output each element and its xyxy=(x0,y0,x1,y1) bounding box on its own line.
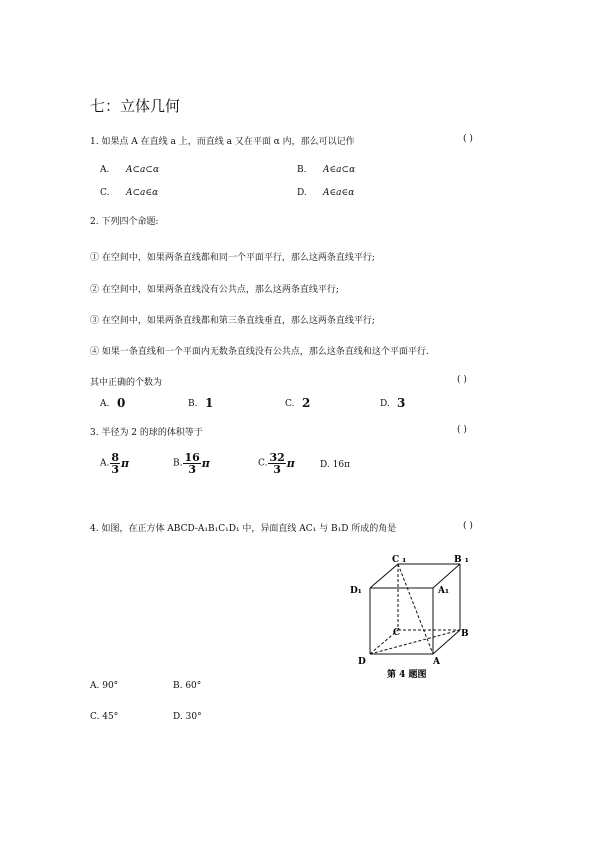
q3-option-a-denominator: 3 xyxy=(111,463,120,476)
q2-option-b-label: B. xyxy=(188,399,198,409)
vertex-label-c1: C ₁ xyxy=(392,555,407,565)
q3-option-b-pi: π xyxy=(201,457,210,470)
q3-option-a-fraction xyxy=(110,452,120,475)
q1-option-b-label: B. xyxy=(297,165,307,175)
figure-caption: 第 4 题图 xyxy=(387,670,427,680)
question-4-answer-paren: ( ) xyxy=(463,521,473,531)
q1-option-c-label: C. xyxy=(100,188,110,198)
q2-option-b-value: 1 xyxy=(205,396,214,410)
edge-d1-c1 xyxy=(370,564,398,588)
q2-option-c-label: C. xyxy=(285,399,295,409)
page-title: 七：立体几何 xyxy=(90,97,181,115)
q3-option-c-denominator: 3 xyxy=(273,463,281,476)
question-1-answer-paren: ( ) xyxy=(463,134,473,144)
q1-option-a-value: A⊂a⊂α xyxy=(126,165,160,175)
q1-option-d-value: A∈a∈α xyxy=(323,188,355,198)
q3-option-c-label: C. xyxy=(258,458,268,469)
vertex-label-a1: A₁ xyxy=(438,586,449,596)
q2-statement-2: ② 在空间中，如果两条直线没有公共点，那么这两条直线平行; xyxy=(90,285,339,295)
q3-option-c-pi: π xyxy=(286,457,295,470)
q2-statement-3: ③ 在空间中，如果两条直线都和第三条直线垂直，那么这两条直线平行; xyxy=(90,316,375,326)
question-2-text: 2. 下列四个命题: xyxy=(90,217,159,227)
question-4-text: 4. 如图，在正方体 ABCD-A₁B₁C₁D₁ 中，异面直线 AC₁ 与 B₁D 所成的角是 xyxy=(90,524,397,534)
q3-option-c-fraction xyxy=(268,452,285,475)
q4-option-d: D. 30° xyxy=(173,712,202,722)
q4-option-b: B. 60° xyxy=(173,681,202,691)
vertex-label-d1: D₁ xyxy=(350,586,362,596)
q3-option-a-pi: π xyxy=(121,457,130,470)
q2-statement-1: ① 在空间中，如果两条直线都和同一个平面平行，那么这两条直线平行; xyxy=(90,253,375,263)
q2-option-d-value: 3 xyxy=(397,396,406,410)
vertex-label-b1: B ₁ xyxy=(454,555,469,565)
vertex-label-b: B xyxy=(461,629,469,639)
q2-option-a-label: A. xyxy=(100,399,110,409)
q1-option-a-label: A. xyxy=(100,165,110,175)
question-2-answer-paren: ( ) xyxy=(457,375,467,385)
q1-option-b-value: A∈a⊂α xyxy=(323,165,356,175)
q2-statement-4: ④ 如果一条直线和一个平面内无数条直线没有公共点，那么这条直线和这个平面平行. xyxy=(90,347,429,357)
q2-option-a-value: 0 xyxy=(117,396,126,410)
q2-option-c-value: 2 xyxy=(302,396,311,410)
q3-option-b-numerator: 16 xyxy=(184,451,200,464)
q3-option-a-numerator: 8 xyxy=(111,451,120,464)
question-3-text: 3. 半径为 2 的球的体积等于 xyxy=(90,428,203,438)
q2-ask: 其中正确的个数为 xyxy=(90,378,163,388)
q1-option-d-label: D. xyxy=(297,188,307,198)
vertex-label-c: C xyxy=(393,628,401,638)
edge-a1-b1 xyxy=(433,564,460,588)
question-1-text: 1. 如果点 A 在直线 a 上，而直线 a 又在平面 α 内，那么可以记作 xyxy=(90,137,355,147)
q3-option-b-label: B. xyxy=(173,458,183,469)
q3-option-c-numerator: 32 xyxy=(269,451,285,464)
vertex-label-d: D xyxy=(358,657,366,667)
q3-option-d: D. 16π xyxy=(320,460,350,470)
q3-option-a xyxy=(100,452,129,475)
question-3-answer-paren: ( ) xyxy=(457,425,467,435)
q2-option-d-label: D. xyxy=(380,399,390,409)
q3-option-b-denominator: 3 xyxy=(188,463,196,476)
vertex-label-a: A xyxy=(433,657,440,667)
q3-option-a-label: A. xyxy=(100,458,110,469)
q3-option-c xyxy=(258,452,295,475)
q1-option-c-value: A⊂a∈α xyxy=(126,188,159,198)
diagonal-c1-a xyxy=(398,564,433,654)
cube-figure xyxy=(340,548,490,683)
q4-option-a: A. 90° xyxy=(90,681,119,691)
edge-a-b xyxy=(433,630,460,654)
q3-option-b-fraction xyxy=(183,452,200,475)
q3-option-b xyxy=(173,452,210,475)
q4-option-c: C. 45° xyxy=(90,712,119,722)
